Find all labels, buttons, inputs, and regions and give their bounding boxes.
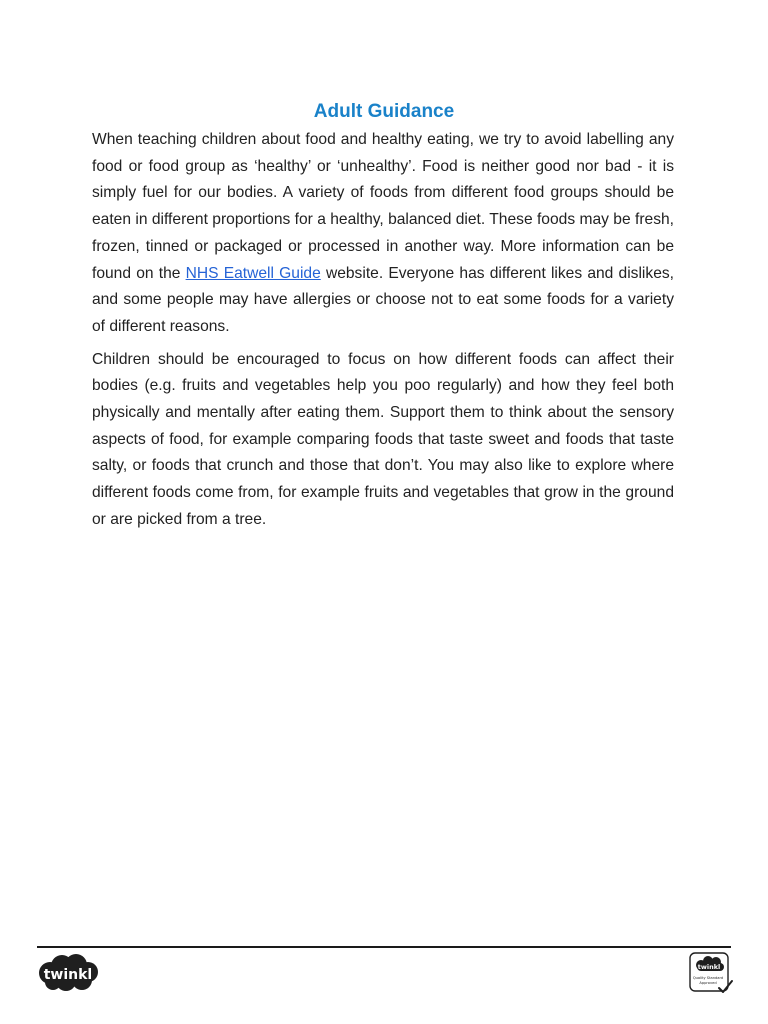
paragraph-encouragement: Children should be encouraged to focus on how different foods can affect their bodies (e.g. fruits and vegetables help you poo regularly) and how they feel both physically and mentally after eating them. Support them to think about the sensory aspects of food, for example comparing foods that taste sweet and foods that taste salty, or foods that crunch and those that don’t. You may also like to explore where different foods come from, for example fruits and vegetables that grow in the ground or are picked from a tree.	[92, 350, 674, 528]
footer-divider	[37, 946, 731, 948]
badge-line-1: Quality Standard	[692, 976, 724, 980]
paragraph-intro	[92, 127, 674, 341]
nhs-eatwell-guide-link[interactable]: NHS Eatwell Guide	[185, 264, 321, 282]
badge-brand-text: twinkl	[697, 963, 721, 971]
paragraph-intro-text-before: When teaching children about food and healthy eating, we try to avoid labelling any food or food group as ‘healthy’ or ‘unhealthy’. Food is neither good nor bad - it is simply fuel for our bodies. A variety of foods from different food groups should be eaten in different proportions for a healthy, balanced diet. These foods may be fresh, frozen, tinned or packaged or processed in another way. More information can be found on the	[92, 131, 674, 282]
badge-line-2: Approved	[699, 981, 717, 985]
quality-standard-badge-icon	[688, 951, 734, 995]
paragraph-intro-text-after: website. Everyone has different likes and dislikes, and some people may have allergies or choose not to eat some foods for a variety of different reasons.	[92, 264, 674, 335]
twinkl-logo-icon	[36, 952, 100, 992]
page-title: Adult Guidance	[313, 101, 455, 122]
guidance-body	[92, 127, 674, 540]
twinkl-logo-text: twinkl	[43, 967, 93, 983]
